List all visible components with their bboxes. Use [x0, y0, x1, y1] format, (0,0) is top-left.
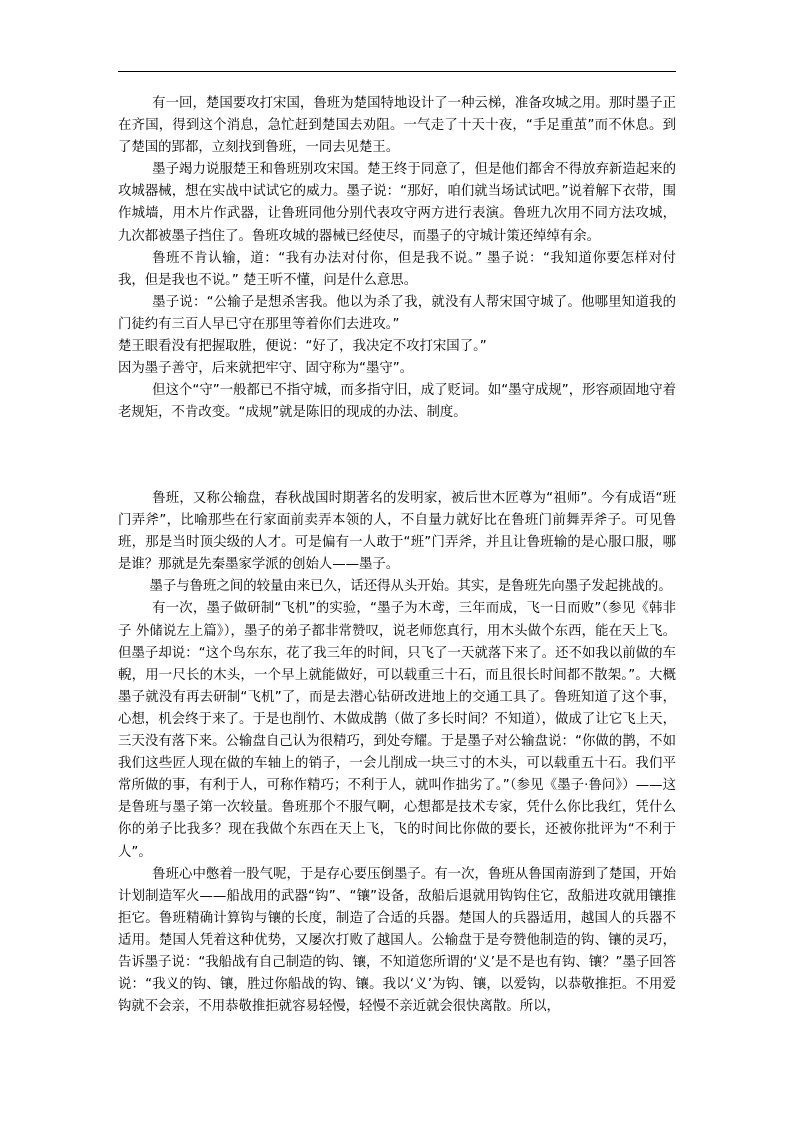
paragraph: 墨子竭力说服楚王和鲁班别攻宋国。楚王终于同意了，但是他们都舍不得放弃新造起来的攻城器械，想在实战中试试它的威力。墨子说：“那好，咱们就当场试试吧。”说着解下衣带，围作城墙，用木片作武器，让鲁班同他分别代表攻守两方进行表演。鲁班九次用不同方法攻城，九次都被墨子挡住了。鲁班攻城的器械已经使尽，而墨子的守城计策还绰绰有余。 — [118, 162, 676, 244]
paragraph: 墨子与鲁班之间的较量由来已久，话还得从头开始。其实，是鲁班先向墨子发起挑战的。 — [149, 579, 672, 595]
paragraph: 楚王眼看没有把握取胜，便说：“好了，我决定不攻打宋国了。” — [118, 339, 487, 355]
paragraph: 鲁班不肯认输，道：“我有办法对付你，但是我不说。” 墨子说：“我知道你要怎样对付我，但是我也不说。” 楚王听不懂，问是什么意思。 — [118, 250, 676, 288]
paragraph: 但这个“守”一般都已不指守城，而多指守旧，成了贬词。如“墨守成规”，形容顽固地守着老规矩，不肯改变。“成规”就是陈旧的现成的办法、制度。 — [118, 383, 676, 421]
story-section-luban-vs-mozi — [118, 488, 676, 1018]
paragraph: 鲁班心中憋着一股气呢，于是存心要压倒墨子。有一次，鲁班从鲁国南游到了楚国，开始计划制造军火——船战用的武器“钩”、“镶”设备，敌船后退就用钩钩住它，敌船进攻就用镶推拒它。鲁班精确计算钩与镶的长度，制造了合适的兵器。楚国人的兵器适用，越国人的兵器不适用。楚国人凭着这种优势，又屡次打败了越国人。公输盘于是夸赞他制造的钩、镶的灵巧，告诉墨子说：“我船战有自己制造的钩、镶，不知道您所谓的‘义’是不是也有钩、镶？”墨子回答说：“我义的钩、镶，胜过你船战的钩、镶。我以‘义’为钩、镶，以爱钩，以恭敬推拒。不用爱钩就不会亲，不用恭敬推拒就容易轻慢，轻慢不亲近就会很快离散。所以， — [118, 866, 677, 1015]
paragraph: 墨子说：“公输子是想杀害我。他以为杀了我，就没有人帮宋国守城了。他哪里知道我的门徒约有三百人早已守在那里等着你们去进攻。” — [118, 294, 676, 332]
paragraph: 有一次，墨子做研制“飞机”的实验，“墨子为木鸢，三年而成，飞一日而败”（参见《韩非子 外储说左上篇》），墨子的弟子都非常赞叹，说老师您真行，用木头做个东西，能在天上飞。但墨子却说：“这个鸟东东，花了我三年的时间，只飞了一天就落下来了。还不如我以前做的车輗，用一尺长的木头，一个早上就能做好，可以载重三十石，而且很长时间都不散架。”。大概墨子就没有再去研制“飞机”了，而是去潜心钻研改进地上的交通工具了。鲁班知道了这个事，心想，机会终于来了。于是也削竹、木做成鹊（做了多长时间？不知道），做成了让它飞上天，三天没有落下来。公输盘自己认为很精巧，到处夸耀。于是墨子对公输盘说：“你做的鹊，不如我们这些匠人现在做的车轴上的销子，一会儿削成一块三寸的木头，可以载重五十石。我们平常所做的事，有利于人，可称作精巧；不利于人，就叫作拙劣了。”（参见《墨子·鲁问》）——这是鲁班与墨子第一次较量。鲁班那个不服气啊，心想都是技术专家，凭什么你比我红，凭什么你的弟子比我多？现在我做个东西在天上飞，飞的时间比你做的要长，还被你批评为“不利于人”。 — [118, 601, 676, 860]
paragraph: 有一回，楚国要攻打宋国，鲁班为楚国特地设计了一种云梯，准备攻城之用。那时墨子正在齐国，得到这个消息，急忙赶到楚国去劝阻。一气走了十天十夜，“手足重茧”而不休息。到了楚国的郢都，立刻找到鲁班，一同去见楚王。 — [118, 96, 676, 156]
paragraph: 鲁班，又称公输盘，春秋战国时期著名的发明家，被后世木匠尊为“祖师”。今有成语“班门弄斧”，比喻那些在行家面前卖弄本领的人，不自量力就好比在鲁班门前舞弄斧子。可见鲁班，那是当时顶尖级的人才。可是偏有一人敢于“班”门弄斧，并且让鲁班输的是心服口服，哪是谁？那就是先秦墨家学派的创始人——墨子。 — [118, 491, 676, 573]
story-section-mozi-defends-song — [118, 93, 676, 424]
header-rule — [118, 71, 676, 72]
paragraph: 因为墨子善守，后来就把牢守、固守称为“墨守”。 — [118, 361, 414, 377]
